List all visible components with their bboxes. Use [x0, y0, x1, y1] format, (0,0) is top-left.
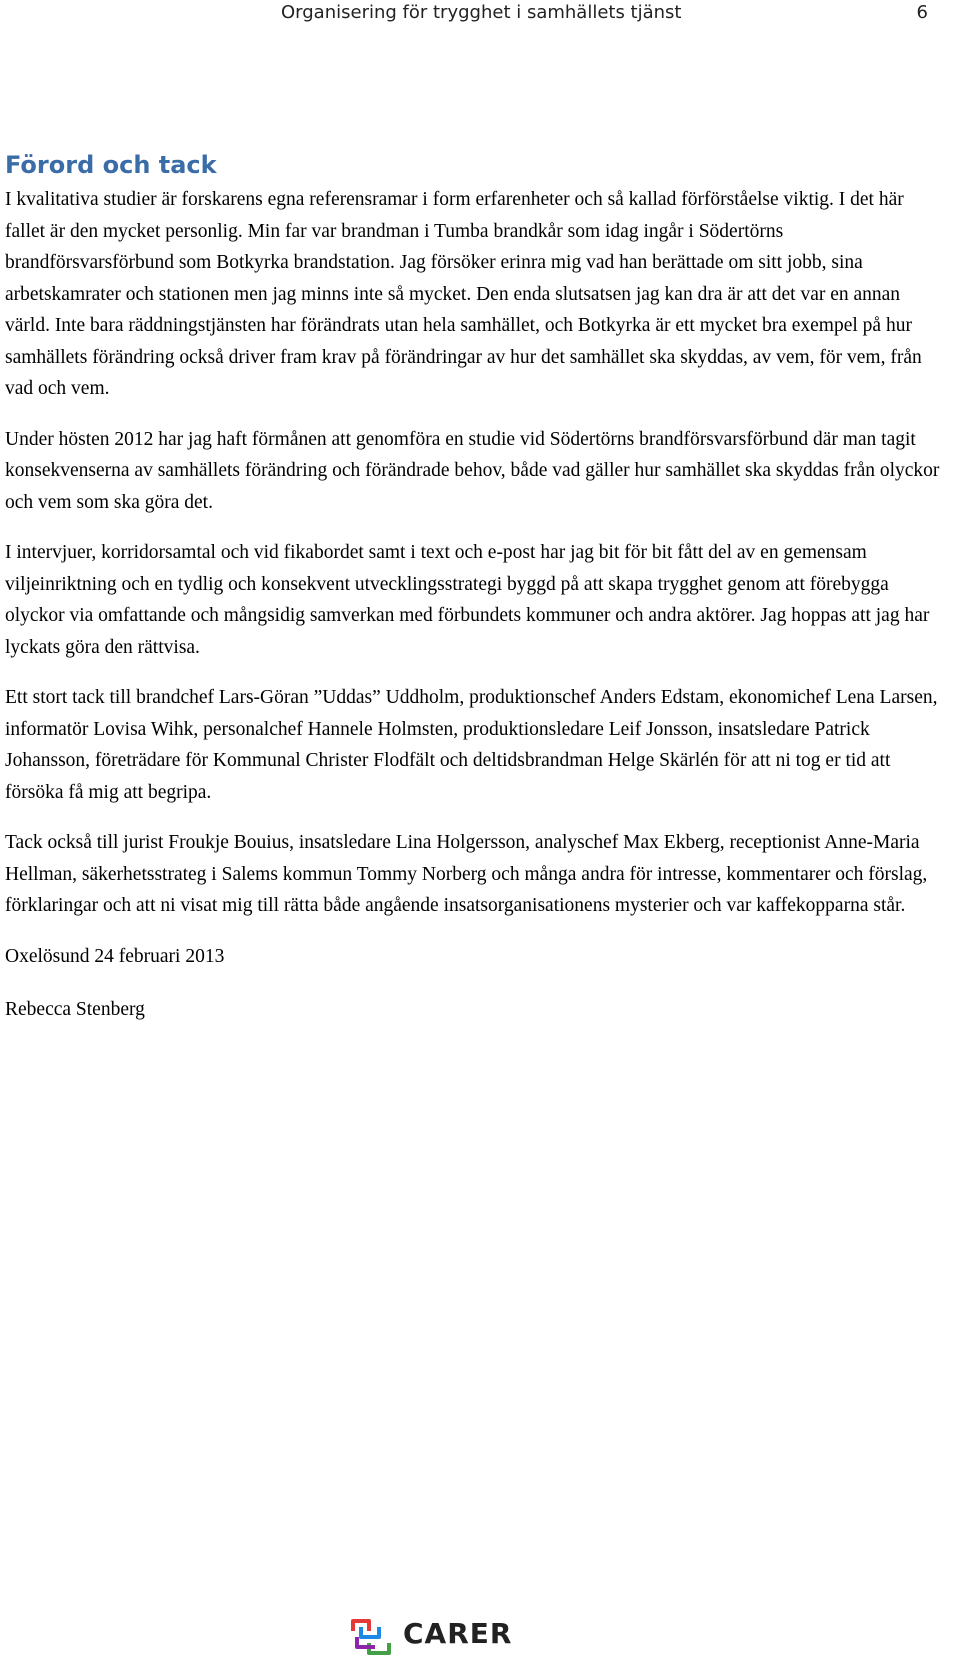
page-number: 6 [916, 2, 928, 23]
paragraph-thanks-also: Tack också till jurist Froukje Bouius, insatsledare Lina Holgersson, analyschef Max Ekberg, receptionist Anne-Maria Hellman, säkerhetsstrateg i Salems kommun Tommy Norberg och många andra för intresse, kommentarer och förslag, förklaringar och att ni visat mig till rätta både angående insatsorganisationens mysterier och var kaffekopparna står. [5, 832, 928, 916]
paragraph-interviews: I intervjuer, korridorsamtal och vid fikabordet samt i text och e-post har jag bit för bit fått del av en gemensam viljeinriktning och en tydlig och konsekvent utvecklingsstrategi byggd på att skapa trygghet genom att förebygga olyckor via omfattande och mångsidig samverkan med förbundets kommuner och andra aktörer. Jag hoppas att jag har lyckats göra den rättvisa. [5, 542, 930, 658]
signature-name: Rebecca Stenberg [5, 999, 145, 1020]
main-content [5, 150, 945, 1045]
carer-logo [347, 1613, 537, 1661]
paragraph-study: Under hösten 2012 har jag haft förmånen att genomföra en studie vid Södertörns brandförsvarsförbund där man tagit konsekvenserna av samhällets förändring och förändrade behov, både vad gäller hur samhället ska skyddas från olyckor och vem som ska göra det. [5, 428, 940, 513]
running-title: Organisering för trygghet i samhällets tjänst [281, 2, 682, 23]
paragraph-intro: I kvalitativa studier är forskarens egna referensramar i form erfarenheter och så kallad förförståelse viktig. I det här fallet är den mycket personlig. Min far var brandman i Tumba brandkår som idag ingår i Södertörns brandförsvarsförbund som Botkyrka brandstation. Jag försöker erinra mig vad han berättade om sitt jobb, sina arbetskamrater och stationen men jag minns inte så mycket. Den enda slutsatsen jag kan dra är att det var en annan värld. Inte bara räddningstjänsten har förändrats utan hela samhället, och Botkyrka är ett mycket bra exempel på hur samhällets förändring också driver fram krav på förändringar av hur det samhället ska skyddas, av vem, för vem, från vad och vem. [5, 189, 922, 399]
page-header [0, 0, 960, 26]
logo-text: CARER [403, 1617, 513, 1650]
signature-date: Oxelösund 24 februari 2013 [5, 945, 225, 967]
carer-logo-mark-icon [347, 1613, 403, 1661]
section-heading: Förord och tack [5, 151, 217, 179]
paragraph-thanks: Ett stort tack till brandchef Lars-Göran ”Uddas” Uddholm, produktionschef Anders Edstam, ekonomichef Lena Larsen, informatör Lovisa Wihk, personalchef Hannele Holmsten, produktionsledare Leif Jonsson, insatsledare Patrick Johansson, företrädare för Kommunal Christer Flodfält och deltidsbrandman Helge Skärlén för att ni tog er tid att försöka få mig att begripa. [5, 687, 938, 803]
